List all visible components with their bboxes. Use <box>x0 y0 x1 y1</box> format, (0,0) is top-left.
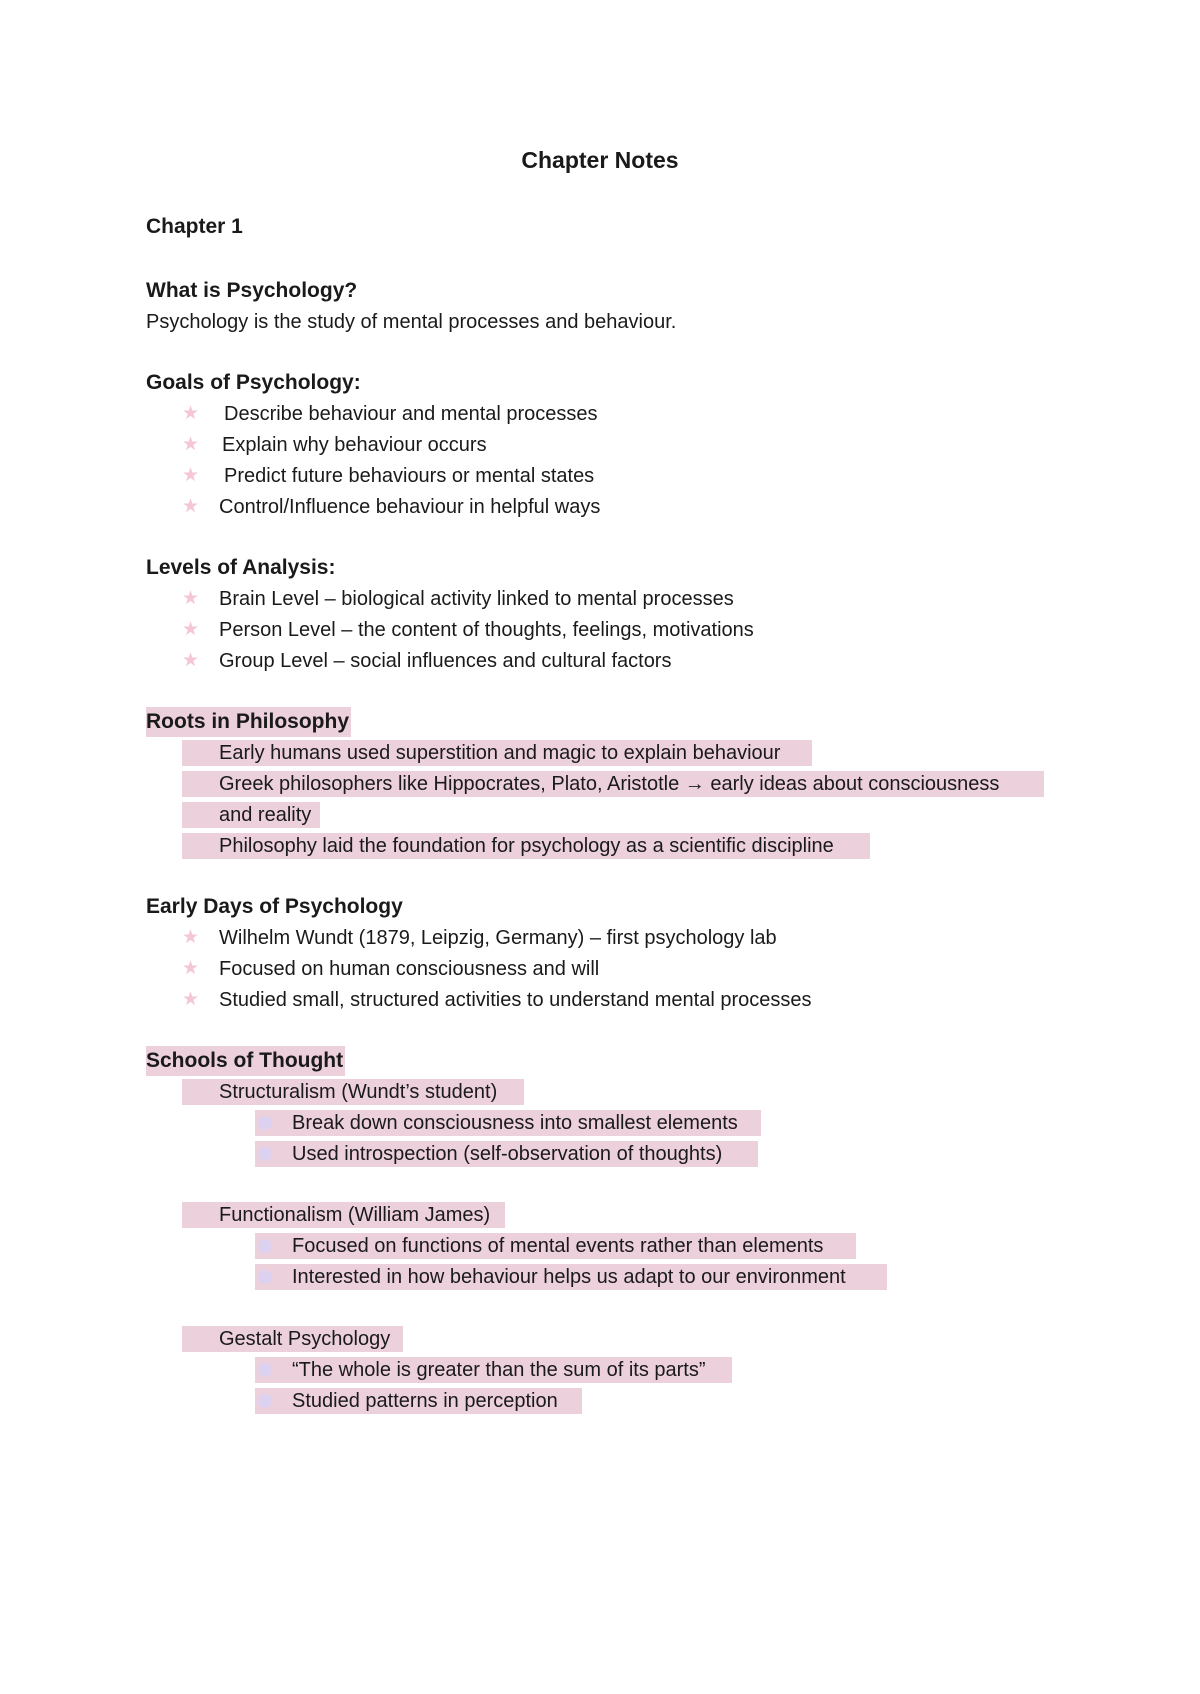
star-bullet-icon: ★ <box>182 465 200 486</box>
functionalism-item: Focused on functions of mental events rather than elements <box>292 1235 824 1257</box>
early-days-item: Focused on human consciousness and will <box>219 958 600 980</box>
levels-item: Group Level – social influences and cultural factors <box>219 650 672 672</box>
roots-item: Greek philosophers like Hippocrates, Plato, Aristotle → early ideas about consciousness <box>219 773 1000 795</box>
gestalt-item: “The whole is greater than the sum of its parts” <box>292 1359 706 1381</box>
circle-bullet-icon <box>258 1116 272 1130</box>
star-bullet-icon: ★ <box>182 958 200 979</box>
goals-item: Describe behaviour and mental processes <box>224 403 598 425</box>
goals-item: Explain why behaviour occurs <box>222 434 487 456</box>
levels-item: Brain Level – biological activity linked to mental processes <box>219 588 734 610</box>
goals-item: Control/Influence behaviour in helpful ways <box>219 496 601 518</box>
circle-bullet-icon <box>258 1239 272 1253</box>
gestalt-item: Studied patterns in perception <box>292 1390 558 1412</box>
structuralism-item: Used introspection (self-observation of thoughts) <box>292 1143 723 1165</box>
goals-heading: Goals of Psychology: <box>146 371 361 394</box>
functionalism-item: Interested in how behaviour helps us adapt to our environment <box>292 1266 846 1288</box>
star-bullet-icon: ★ <box>182 496 200 517</box>
circle-bullet-icon <box>258 1363 272 1377</box>
star-bullet-icon: ★ <box>182 927 200 948</box>
roots-item: Early humans used superstition and magic to explain behaviour <box>219 742 781 764</box>
star-bullet-icon: ★ <box>182 650 200 671</box>
functionalism-label: Functionalism (William James) <box>219 1204 491 1226</box>
schools-heading: Schools of Thought <box>146 1046 345 1076</box>
star-bullet-icon: ★ <box>182 619 200 640</box>
roots-item-continued: and reality <box>219 804 312 826</box>
circle-bullet-icon <box>258 1147 272 1161</box>
early-days-item: Studied small, structured activities to understand mental processes <box>219 989 812 1011</box>
star-bullet-icon: ★ <box>182 403 200 424</box>
structuralism-label: Structuralism (Wundt’s student) <box>219 1081 498 1103</box>
gestalt-label: Gestalt Psychology <box>219 1328 391 1350</box>
early-days-item: Wilhelm Wundt (1879, Leipzig, Germany) – first psychology lab <box>219 927 777 949</box>
roots-heading: Roots in Philosophy <box>146 707 351 737</box>
star-bullet-icon: ★ <box>182 434 200 455</box>
goals-item: Predict future behaviours or mental states <box>224 465 595 487</box>
what-is-heading: What is Psychology? <box>146 279 358 302</box>
levels-heading: Levels of Analysis: <box>146 556 336 579</box>
what-is-text: Psychology is the study of mental processes and behaviour. <box>146 311 677 333</box>
chapter-heading: Chapter 1 <box>146 215 243 238</box>
structuralism-item: Break down consciousness into smallest elements <box>292 1112 738 1134</box>
star-bullet-icon: ★ <box>182 989 200 1010</box>
early-days-heading: Early Days of Psychology <box>146 895 403 918</box>
document-title: Chapter Notes <box>521 147 679 173</box>
circle-bullet-icon <box>258 1394 272 1408</box>
star-bullet-icon: ★ <box>182 588 200 609</box>
roots-item: Philosophy laid the foundation for psychology as a scientific discipline <box>219 835 834 857</box>
levels-item: Person Level – the content of thoughts, feelings, motivations <box>219 619 754 641</box>
circle-bullet-icon <box>258 1270 272 1284</box>
